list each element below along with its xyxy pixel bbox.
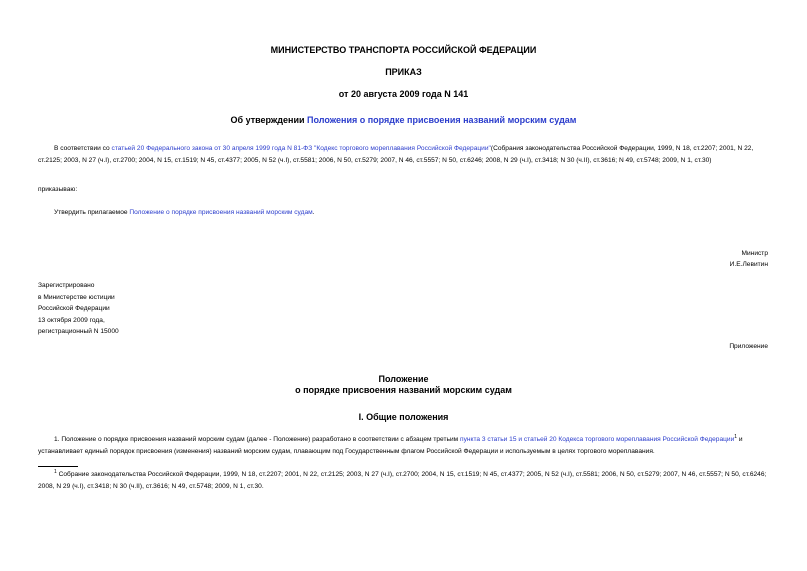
registration-line: в Министерстве юстиции [38,293,115,301]
annex-p1-text-start: 1. Положение о порядке присвоения названий морским судам (далее - Положение) разработано в соответствии с абзацем третьим [54,436,461,444]
order-date-heading: от 20 августа 2009 года N 141 [338,89,469,99]
annex-paragraph-1 [38,432,771,457]
signature-name: И.Е.Левитин [729,261,768,268]
approve-end: . [312,209,315,216]
registration-line: Российской Федерации [38,305,110,312]
registration-line: 13 октября 2009 года, [38,316,105,324]
appendix-label: Приложение [729,343,768,350]
annex-title-line2: о порядке присвоения названий морским судам [295,385,512,395]
registration-line: Зарегистрировано [38,282,95,289]
preamble-paragraph [38,143,771,166]
order-title [0,115,807,125]
order-title-link[interactable]: Положения о порядке присвоения названий морским судам [307,115,577,125]
footnote-ref[interactable]: 1 [734,434,738,440]
maritime-code-article-link[interactable]: статьей 20 Федерального закона от 30 апреля 1999 года N 81-ФЗ "Кодекс торгового мореплавания Российской Федерации" [111,145,491,152]
order-type-heading: ПРИКАЗ [385,67,422,77]
annex-title-line1: Положение [378,374,429,384]
section-heading: I. Общие положения [358,412,449,422]
registration-line: регистрационный N 15000 [38,328,119,335]
ministry-heading: МИНИСТЕРСТВО ТРАНСПОРТА РОССИЙСКОЙ ФЕДЕРАЦИИ [270,45,537,55]
regulation-link[interactable]: Положение о порядке присвоения названий морским судам [129,209,313,216]
footnote [38,467,771,492]
registration-block [38,280,119,338]
footnote-text: Собрание законодательства Российской Федерации, 1999, N 18, ст.2207; 2001, N 22, ст.2125; 2003, N 27 (ч.I), ст.2700; 2004, N 15, ст.1519; N 45, ст.4377; 2005, N 52 (ч.I), ст.5581; 2006, N 50, ст.5279; 2007, N 46, ст.5557; N 50, ст.6246; 2008, N 29 (ч.I), ст.3418; N 30 (ч.II), ст.3616; N 49, ст.5748; 2009, N 1, ст.30. [38,471,767,490]
preamble-text-start: В соответствии со [54,145,112,152]
approve-text: Утвердить прилагаемое [54,209,130,216]
maritime-code-article15-link[interactable]: пункта 3 статьи 15 и статьей 20 Кодекса торгового мореплавания Российской Федерации [460,436,735,444]
order-word: приказываю: [38,186,78,193]
annex-p1-text-end: и устанавливает единый порядок присвоения (изменения) названий морским судам, плавающим под Государственным флагом Российской Федерации и используемым в целях торгового мореплавания. [38,436,743,455]
approve-paragraph [54,207,315,219]
signature-position: Министр [741,250,768,257]
footnote-mark: 1 [54,469,57,475]
order-title-prefix: Об утверждении [230,115,308,125]
preamble-text-citation: (Собрания законодательства Российской Федерации, 1999, N 18, ст.2207; 2001, N 22, ст.2125; 2003, N 27 (ч.I), ст.2700; 2004, N 15, ст.1519; N 45, ст.4377; 2005, N 52 (ч.I), ст.5581; 2006, N 50, ст.5279; 2007, N 46, ст.5557; N 50, ст.6246; 2008, N 29 (ч.I), ст.3418; N 30 (ч.II), ст.3616; N 49, ст.5748; 2009, N 1, ст.30) [38,145,754,164]
